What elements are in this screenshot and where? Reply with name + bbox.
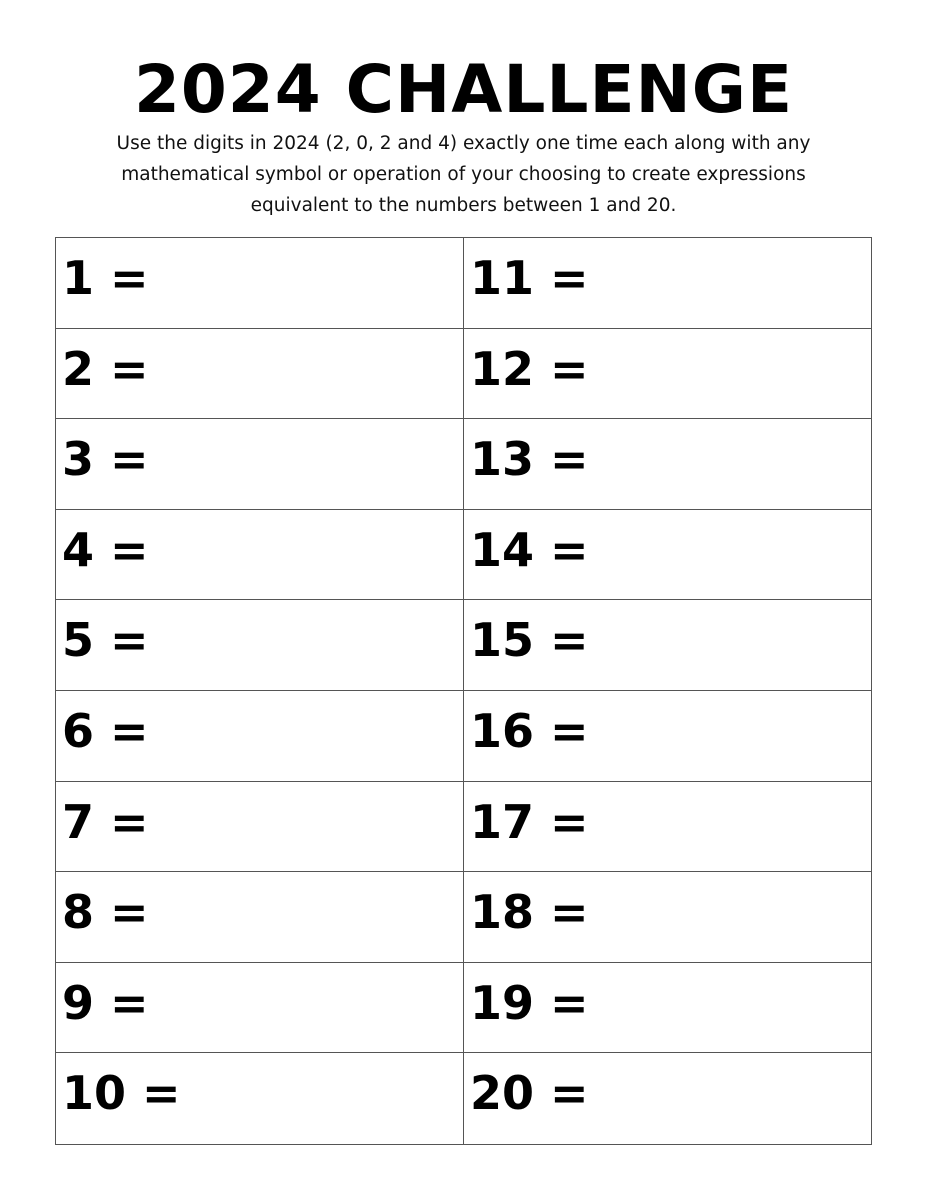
cell-label: 2 = [62,341,149,396]
cell-label: 20 = [470,1066,589,1121]
answer-cell-20[interactable] [464,1053,871,1144]
answer-cell-4[interactable] [56,510,464,601]
answer-cell-14[interactable] [464,510,871,601]
instructions-text: Use the digits in 2024 (2, 0, 2 and 4) exactly one time each along with any mathematical symbol or operation of your choosing to create expressions equivalent to the numbers between 1 and 20. [116,133,811,216]
cell-label: 5 = [62,613,149,668]
answer-cell-7[interactable] [56,782,464,873]
cell-label: 11 = [470,251,589,305]
cell-label: 1 = [62,251,149,305]
answer-cell-19[interactable] [464,963,871,1054]
cell-label: 3 = [62,432,149,487]
answer-cell-18[interactable] [464,872,871,963]
cell-label: 6 = [62,703,149,758]
cell-label: 17 = [470,794,589,849]
answer-cell-11[interactable] [464,238,871,329]
worksheet-title: 2024 CHALLENGE [133,51,794,128]
answer-cell-16[interactable] [464,691,871,782]
cell-label: 19 = [470,975,589,1030]
cell-label: 15 = [470,613,589,668]
answer-cell-3[interactable] [56,419,464,510]
cell-label: 8 = [62,885,149,940]
cell-label: 7 = [62,794,149,849]
cell-label: 13 = [470,432,589,487]
answer-cell-12[interactable] [464,329,871,420]
cell-label: 12 = [470,341,589,396]
answer-cell-6[interactable] [56,691,464,782]
answer-cell-2[interactable] [56,329,464,420]
answer-cell-1[interactable] [56,238,464,329]
answer-cell-15[interactable] [464,600,871,691]
answer-cell-13[interactable] [464,419,871,510]
answer-cell-8[interactable] [56,872,464,963]
cell-label: 4 = [62,522,149,577]
cell-label: 10 = [62,1066,181,1121]
cell-label: 16 = [470,703,589,758]
answer-cell-9[interactable] [56,963,464,1054]
answer-cell-10[interactable] [56,1053,464,1144]
cell-label: 9 = [62,975,149,1030]
answer-cell-5[interactable] [56,600,464,691]
answer-cell-17[interactable] [464,782,871,873]
cell-label: 18 = [470,885,589,940]
cell-label: 14 = [470,522,589,577]
answer-grid [55,237,872,1145]
